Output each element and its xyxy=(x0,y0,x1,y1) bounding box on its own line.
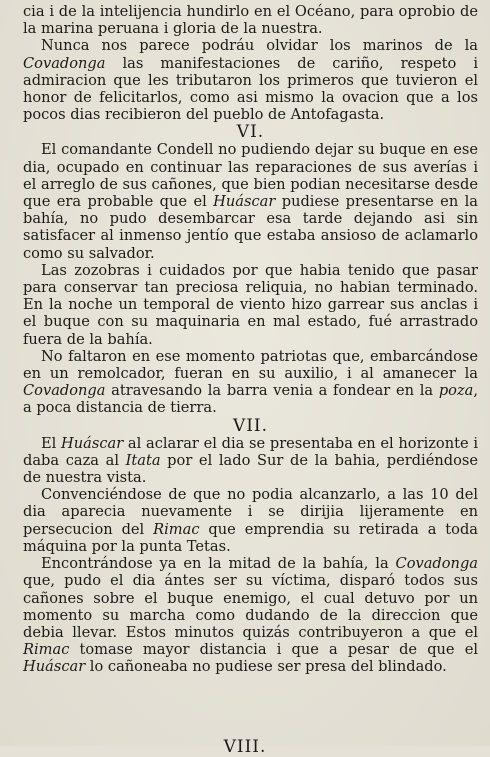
text-run: las manifestaciones de cariño, respeto i admiracion que les tributaron los primeros que tuvieron el honor de felicitarlos, como asi mismo la ovacion que a los pocos dias recibieron del pueblo de Antofagasta. xyxy=(23,54,478,124)
text-run: No faltaron en ese momento patriotas que, embarcándose en un remolcador, fueran en su auxilio, i al amanecer la xyxy=(23,347,478,383)
paragraph-patriotas xyxy=(23,348,478,417)
paragraph-covadonga-fire xyxy=(23,555,478,675)
paragraph-condell-repairs xyxy=(23,141,478,261)
text-run: Nunca nos parece podráu olvidar los marinos de la xyxy=(41,37,478,55)
text-run: Las zozobras i cuidados por que habia tenido que pasar para conservar tan preciosa reliquia, no habian terminado. En la noche un temporal de viento hizo garrear sus anclas i el buque con su maquinaria en mal estado, fué arrastrado fuera de la bahía. xyxy=(23,261,478,348)
text-run: VI. xyxy=(236,122,265,143)
section-heading-vi xyxy=(23,123,478,141)
text-run: El comandante Condell no pudiendo dejar su buque en ese dia, ocupado en continuar las reparaciones de sus averías i el arreglo de sus cañones, que bien podian necesitarse desde que era probable que el xyxy=(23,141,478,211)
text-run: que emprendia su retirada a toda máquina por la punta Tetas. xyxy=(23,520,478,555)
text-run: atravesando la barra venia a fondear en la xyxy=(105,382,439,400)
section-heading-viii: VIII. xyxy=(223,737,267,757)
text-run: cia i de la intelijencia hundirlo en el Océano, para oprobio de la marina peruana i gloria de la nuestra. xyxy=(23,3,478,38)
italic-name: Huáscar xyxy=(61,434,124,452)
text-run: que, pudo el dia ántes ser su víctima, disparó todos sus cañones sobre el buque enemigo, el cual detuvo por un momento su marcha como dudando de la direccion que debia llevar. Estos minutos quizás contribuyeron a que el xyxy=(23,572,478,641)
next-section-heading-cut xyxy=(0,737,490,757)
text-run: El xyxy=(41,434,62,452)
italic-name: Itata xyxy=(125,451,161,469)
text-run: tomase mayor distancia i que a pesar de que el xyxy=(69,641,478,659)
text-run: lo cañoneaba no pudiese ser presa del blindado. xyxy=(85,658,447,676)
section-heading-vii xyxy=(23,417,478,435)
paragraph-covadonga-welcome xyxy=(23,37,478,123)
text-run: , a poca distancia de tierra. xyxy=(23,382,478,417)
italic-name: Covadonga xyxy=(395,555,478,573)
paragraph-huascar-itata xyxy=(23,435,478,487)
italic-name: Huáscar xyxy=(213,193,276,211)
italic-name: Covadonga xyxy=(23,382,106,400)
paragraph-rimac-pursuit xyxy=(23,486,478,555)
text-run: al aclarar el dia se presentaba en el horizonte i daba caza al xyxy=(23,434,478,469)
text-run: Convenciéndose de que no podia alcanzarlo, a las 10 del dia aparecia nuevamente i se dirijia lijeramente en persecucion del xyxy=(23,486,478,538)
italic-name: Rimac xyxy=(153,520,200,538)
page-text xyxy=(23,3,478,676)
italic-name: Covadonga xyxy=(23,54,106,72)
text-run: por el lado Sur de la bahia, perdiéndose de nuestra vista. xyxy=(23,451,478,487)
text-run: VII. xyxy=(232,415,269,436)
italic-name: poza xyxy=(438,382,474,400)
text-run: pudiese presentarse en la bahía, no pudo desembarcar esa tarde dejando asi sin satisfacer al inmenso jentío que estaba ansioso de aclamarlo como su salvador. xyxy=(23,193,478,262)
italic-name: Rimac xyxy=(23,641,70,659)
text-run: Encontrándose ya en la mitad de la bahía, la xyxy=(41,555,396,573)
paragraph-continued-top xyxy=(23,3,478,37)
paragraph-zozobras xyxy=(23,262,478,348)
italic-name: Huáscar xyxy=(23,658,86,676)
